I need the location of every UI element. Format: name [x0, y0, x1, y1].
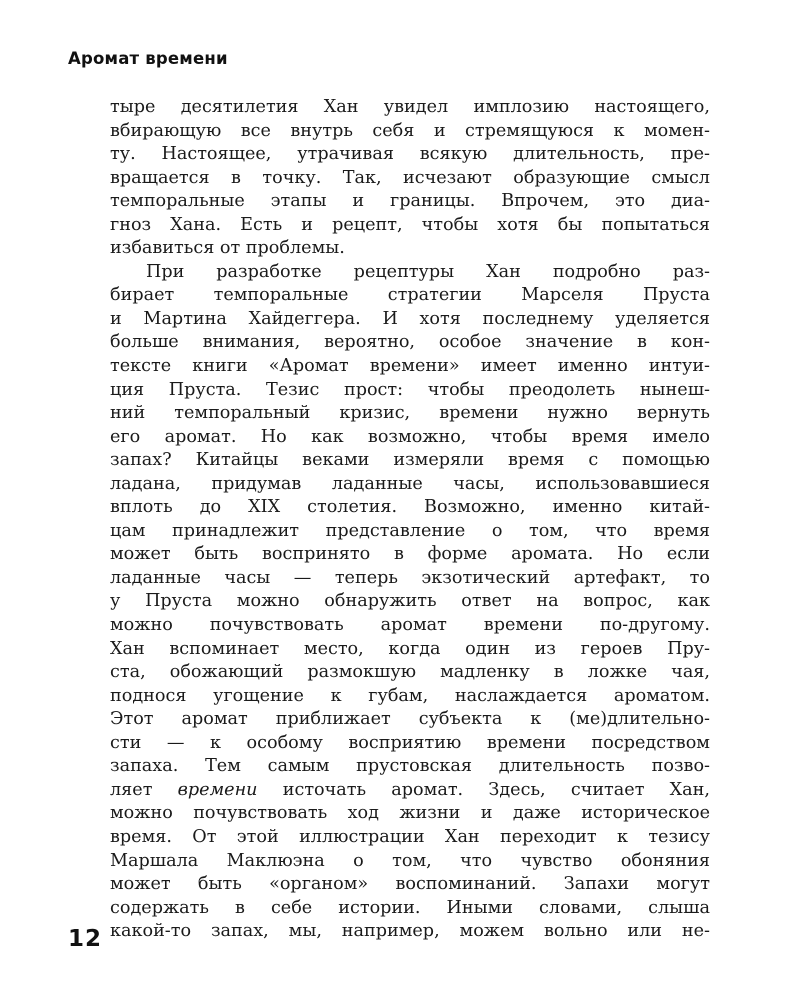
text-line: бирает темпоральные стратегии Марселя Пруста — [110, 285, 710, 306]
text-line: Хан вспоминает место, когда один из героев Пру- — [110, 638, 710, 659]
text-line: вплоть до XIX столетия. Возможно, именно китай- — [110, 497, 710, 518]
text-line: ладанные часы — теперь экзотический артефакт, то — [110, 567, 710, 588]
text-line: у Пруста можно обнаружить ответ на вопрос, как — [110, 591, 710, 612]
text-line: сти — к особому восприятию времени посредством — [110, 732, 710, 753]
text-line: ладана, придумав ладанные часы, использовавшиеся — [110, 473, 710, 494]
text-line: Этот аромат приближает субъекта к (ме)длительно- — [110, 709, 710, 730]
text-line: вращается в точку. Так, исчезают образующие смысл — [110, 167, 710, 188]
text-line: можно почувствовать ход жизни и даже историческое — [110, 803, 710, 824]
text-line: запах? Китайцы веками измеряли время с помощью — [110, 450, 710, 471]
text-line: ний темпоральный кризис, времени нужно вернуть — [110, 403, 710, 424]
text-line: темпоральные этапы и границы. Впрочем, это диа- — [110, 191, 710, 212]
text-line: запаха. Тем самым прустовская длительность позво- — [110, 756, 710, 777]
text-line: можно почувствовать аромат времени по-другому. — [110, 615, 710, 636]
text-segment: ляет — [110, 779, 178, 800]
text-line: избавиться от проблемы. — [110, 238, 345, 259]
text-line: может быть воспринято в форме аромата. Но если — [110, 544, 710, 565]
text-line: гноз Хана. Есть и рецепт, чтобы хотя бы попытаться — [110, 214, 710, 235]
text-line: ция Пруста. Тезис прост: чтобы преодолеть нынеш- — [110, 379, 710, 400]
page-number: 12 — [68, 926, 103, 952]
text-line: время. От этой иллюстрации Хан переходит к тезису — [110, 826, 710, 847]
text-line: При разработке рецептуры Хан подробно раз- — [146, 261, 710, 282]
text-line: может быть «органом» воспоминаний. Запахи могут — [110, 874, 710, 895]
text-line: поднося угощение к губам, наслаждается ароматом. — [110, 685, 710, 706]
italic-word: времени — [177, 779, 258, 800]
text-line: больше внимания, вероятно, особое значение в кон- — [110, 332, 710, 353]
text-line: какой-то запах, мы, например, можем вольно или не- — [110, 921, 710, 942]
text-line: ста, обожающий размокшую мадленку в ложке чая, — [110, 662, 710, 683]
text-line: и Мартина Хайдеггера. И хотя последнему уделяется — [110, 308, 710, 329]
text-line: вбирающую все внутрь себя и стремящуюся к момен- — [110, 120, 710, 141]
text-line: тексте книги «Аромат времени» имеет именно интуи- — [110, 356, 710, 377]
text-segment: источать аромат. Здесь, считает Хан, — [257, 779, 710, 800]
text-line: тыре десятилетия Хан увидел имплозию настоящего, — [110, 97, 710, 117]
running-title: Аромат времени — [68, 49, 228, 68]
text-line: содержать в себе истории. Иными словами, слыша — [110, 897, 710, 918]
text-line: Маршала Маклюэна о том, что чувство обоняния — [110, 850, 710, 871]
body-text — [110, 96, 710, 944]
text-line: его аромат. Но как возможно, чтобы время имело — [110, 426, 710, 447]
text-line: ту. Настоящее, утрачивая всякую длительность, пре- — [110, 144, 710, 165]
text-line: цам принадлежит представление о том, что время — [110, 520, 710, 541]
text-line-with-italic — [110, 779, 710, 803]
